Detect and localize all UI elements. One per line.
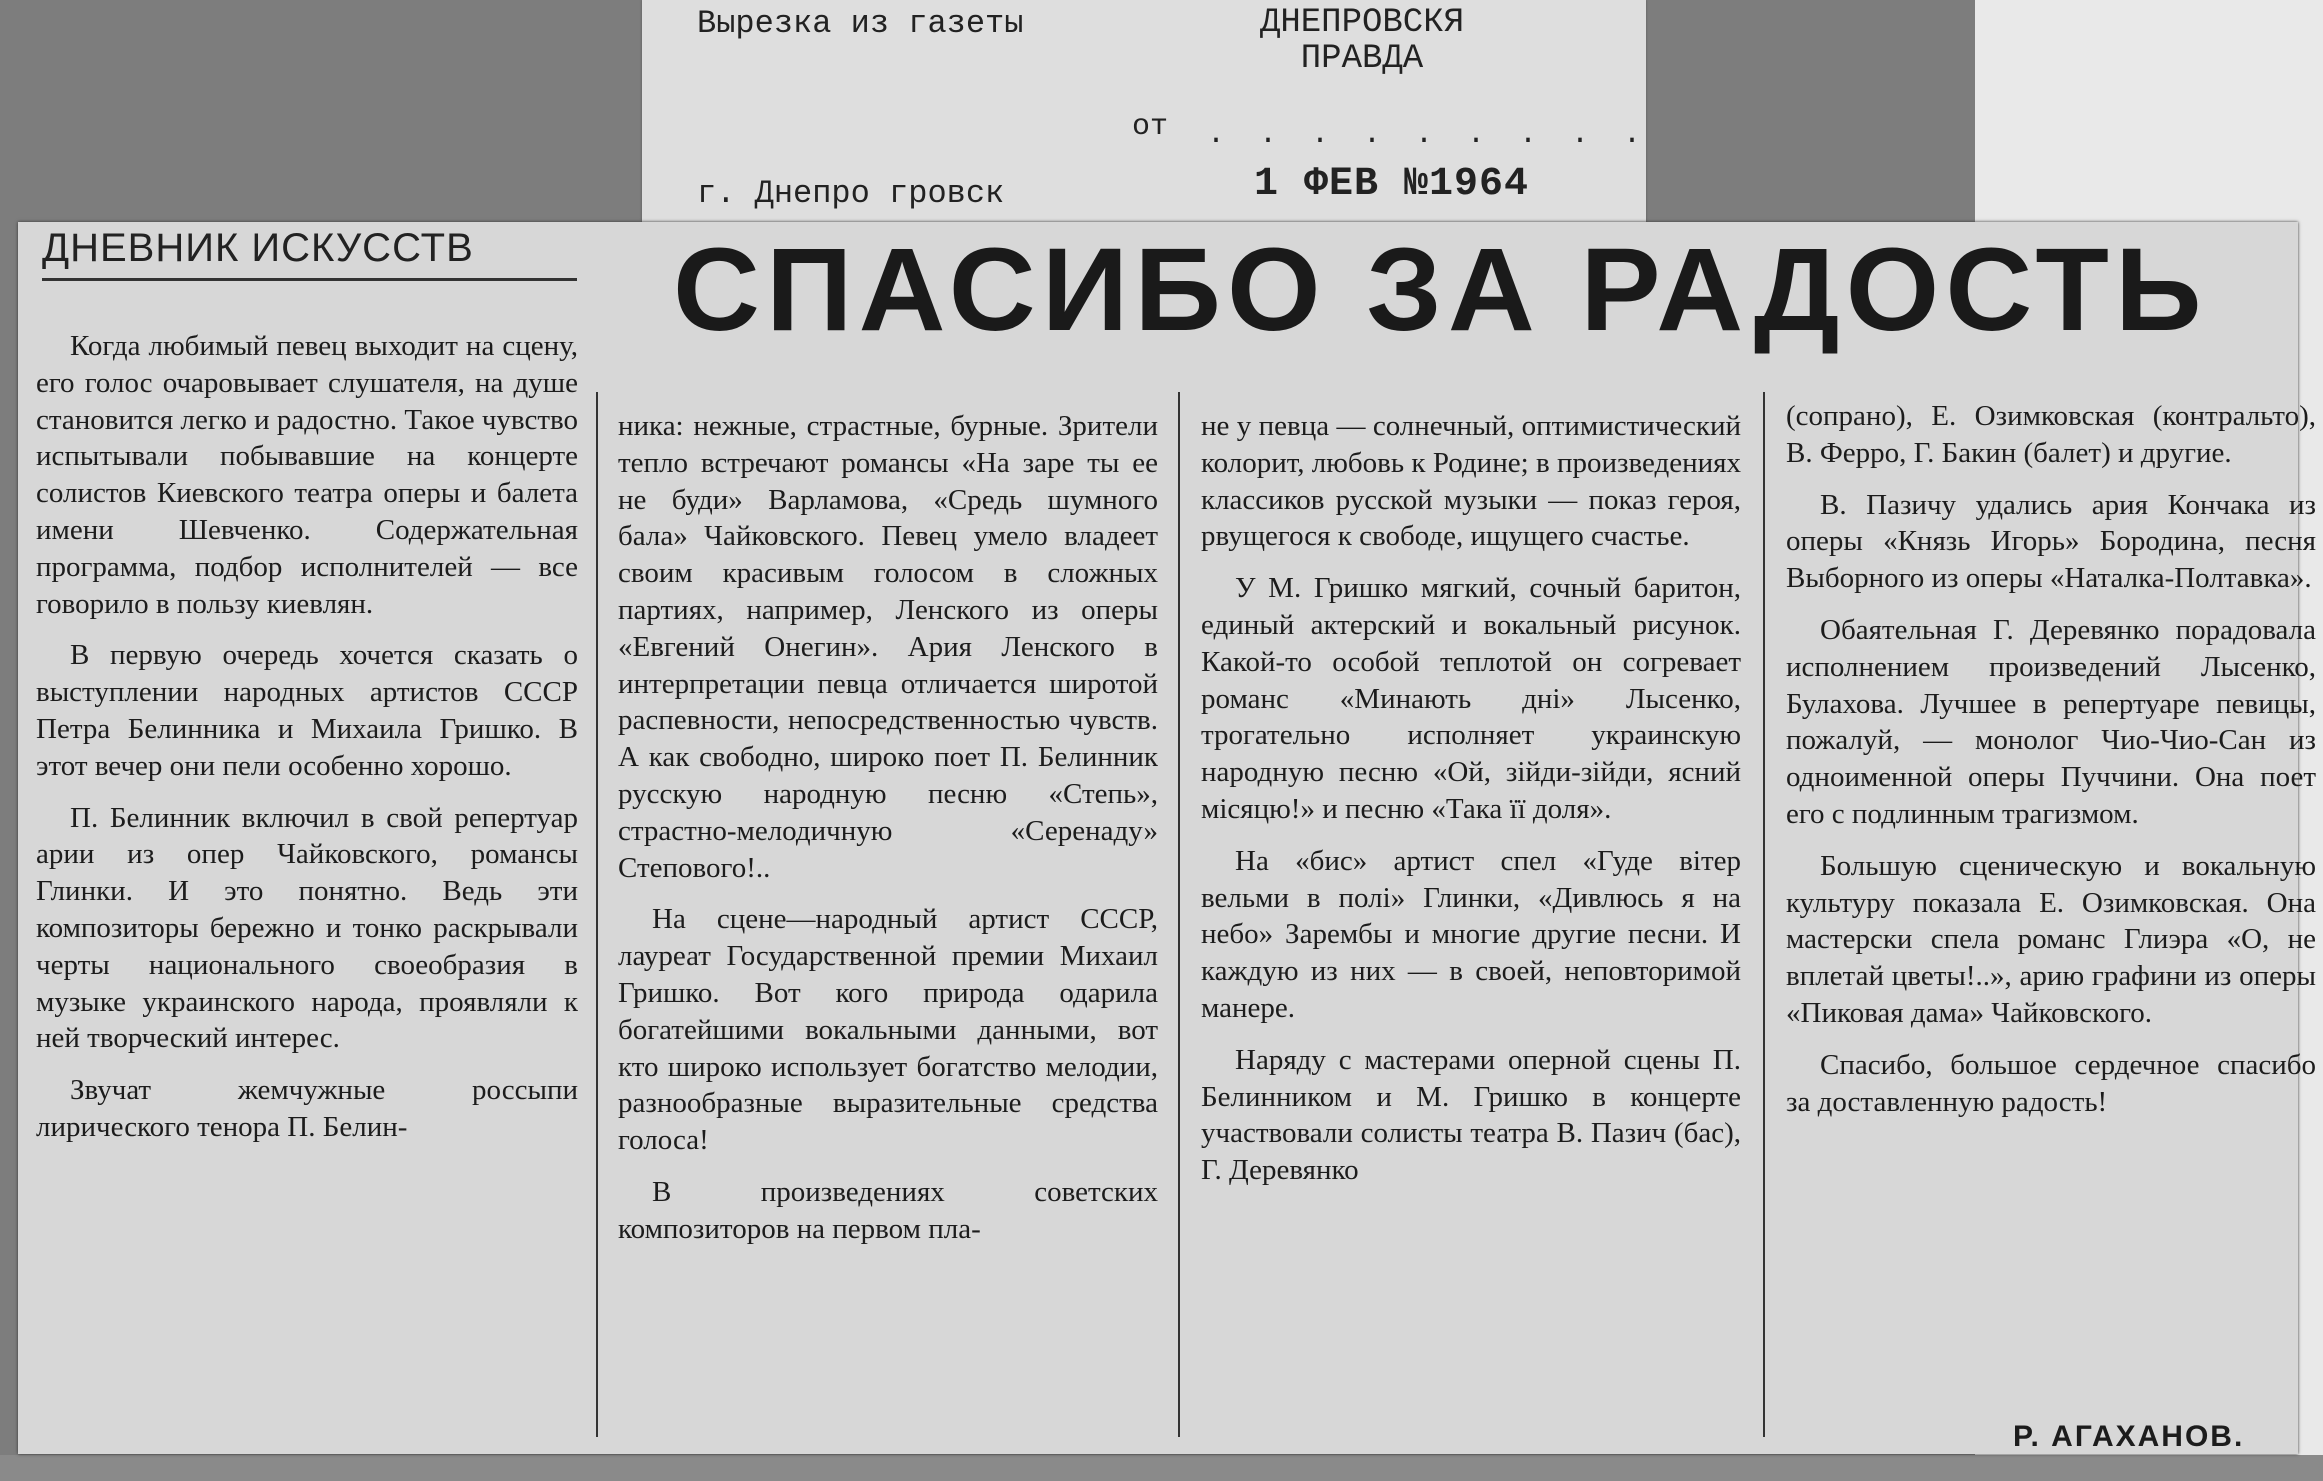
article-column-3	[1201, 408, 1741, 1204]
column-divider	[1178, 392, 1180, 1437]
column-divider	[1763, 392, 1765, 1437]
article-column-4	[1786, 398, 2316, 1135]
stamp-issue-date: 1 ФЕВ №1964	[1254, 162, 1530, 207]
newspaper-clipping	[18, 222, 2316, 1454]
paragraph: Когда любимый певец выходит на сцену, его голос очаровывает слушателя, на душе становится легко и радостно. Такое чувство испытывали побывавшие на концерте солистов Киевского театра оперы и балета имени Шевченко. Содержательная программа, подбор исполнителей — все говорило в пользу киевлян.	[36, 330, 578, 620]
paragraph: На «бис» артист спел «Гуде вітер вельми в полі» Глинки, «Дивлюсь я на небо» Зарембы и многие другие песни. И каждую из них — в своей, неповторимой манере.	[1201, 844, 1741, 1024]
paragraph: На сцене—народный артист СССР, лауреат Государственной премии Михаил Гришко. Вот кого природа одарила богатейшими вокальными данными, вот кто широко использует богатство мелодии, разнообразные выразительные средства голоса!	[618, 903, 1158, 1157]
paragraph: В произведениях советских композиторов на первом пла-	[618, 1175, 1158, 1245]
paragraph: ника: нежные, страстные, бурные. Зрители тепло встречают романсы «На заре ты ее не буди» Варламова, «Средь шумного бала» Чайковского. Певец умело владеет своим красивым голосом в сложных партиях, например, Ленского из оперы «Евгений Онегин». Ария Ленского в интерпретации певца отличается широтой распевности, непосредственностью чувств. А как свободно, широко поет П. Белинник русскую народную песню «Степь», страстно-мелодичную «Серенаду» Степового!..	[618, 410, 1158, 884]
paragraph: В. Пазичу удались ария Кончака из оперы «Князь Игорь» Бородина, песня Выборного из оперы «Наталка-Полтавка».	[1786, 488, 2316, 595]
rubric-title: ДНЕВНИК ИСКУССТВ	[42, 226, 474, 270]
stamp-date-dots: . . . . . . . . .	[1207, 118, 1650, 152]
stamp-city: г. Днепро гровск	[697, 175, 1005, 212]
archive-stamp-label	[642, 0, 1650, 240]
stamp-cutting-label: Вырезка из газеты	[697, 5, 1024, 42]
paragraph: Обаятельная Г. Деревянко порадовала исполнением произведений Лысенко, Булахова. Лучшее в репертуаре певицы, пожалуй, — монолог Чио-Чио-Сан из одноименной оперы Пуччини. Она поет его с подлинным трагизмом.	[1786, 613, 2316, 830]
paragraph: (сопрано), Е. Озимковская (контральто), В. Ферро, Г. Бакин (балет) и другие.	[1786, 400, 2316, 469]
paragraph: У М. Гришко мягкий, сочный баритон, единый актерский и вокальный рисунок. Какой-то особой теплотой он согревает романс «Минають дні» Лысенко, трогательно исполняет украинскую народную песню «Ой, зійди-зійди, ясний місяцю!» и песню «Така її доля».	[1201, 572, 1741, 825]
stamp-from-label: от	[1132, 110, 1169, 144]
paragraph: Наряду с мастерами оперной сцены П. Белинником и М. Гришко в концерте участвовали солисты театра В. Пазич (бас), Г. Деревянко	[1201, 1043, 1741, 1187]
author-signature: Р. АГАХАНОВ.	[2013, 1420, 2245, 1453]
rubric-underline	[42, 278, 577, 281]
paragraph: Спасибо, большое сердечное спасибо за доставленную радость!	[1786, 1048, 2316, 1118]
column-divider	[596, 392, 598, 1437]
stamp-newspaper-name: ДНЕПРОВСКЯ ПРАВДА	[1259, 4, 1465, 78]
paragraph: Большую сценическую и вокальную культуру показала Е. Озимковская. Она мастерски спела романс Глиэра «О, не вплетай цветы!..», арию графини из оперы «Пиковая дама» Чайковского.	[1786, 849, 2316, 1029]
paragraph: В первую очередь хочется сказать о выступлении народных артистов СССР Петра Белинника и Михаила Гришко. В этот вечер они пели особенно хорошо.	[36, 639, 578, 782]
article-column-2	[618, 408, 1158, 1263]
paragraph: не у певца — солнечный, оптимистический колорит, любовь к Родине; в произведениях классиков русской музыки — показ героя, рвущегося к свободе, ищущего счастье.	[1201, 410, 1741, 553]
article-headline: СПАСИБО ЗА РАДОСТЬ	[673, 224, 2208, 356]
background-bottom	[0, 1455, 2323, 1481]
paragraph: П. Белинник включил в свой репертуар арии из опер Чайковского, романсы Глинки. И это понятно. Ведь эти композиторы бережно и тонко раскрывали черты национального своеобразия в музыке украинского народа, проявляли к ней творческий интерес.	[36, 801, 578, 1055]
article-column-1	[36, 328, 578, 1161]
paragraph: Звучат жемчужные россыпи лирического тенора П. Белин-	[36, 1074, 578, 1143]
